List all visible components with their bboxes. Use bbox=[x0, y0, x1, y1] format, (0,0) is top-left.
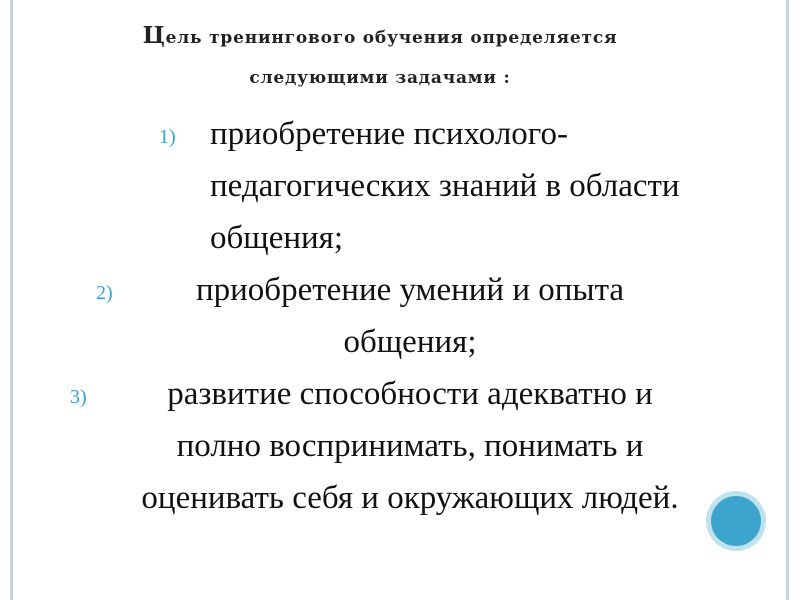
list-number: 3) bbox=[70, 386, 87, 408]
title-line-1 bbox=[40, 16, 720, 58]
list-item-text: приобретение умений и опыта общения; bbox=[195, 272, 625, 360]
list-number: 2) bbox=[96, 282, 113, 304]
task-list bbox=[60, 108, 760, 524]
list-item-text: приобретение психолого- педагогических знаний в области общения; bbox=[210, 116, 680, 256]
list-number: 1) bbox=[159, 126, 176, 148]
title-cap: Ц bbox=[142, 22, 166, 49]
list-item bbox=[60, 108, 760, 264]
title-line-1-rest: ель тренингового обучения определяется bbox=[165, 28, 618, 48]
decorative-circle-icon bbox=[711, 496, 761, 546]
list-item bbox=[60, 368, 760, 524]
title-line-2: следующими задачами : bbox=[249, 68, 511, 88]
list-item bbox=[60, 264, 760, 368]
frame-line-left bbox=[10, 0, 13, 600]
list-item-text: развитие способности адекватно и полно воспринимать, понимать и оценивать себя и окружающих людей. bbox=[141, 376, 679, 516]
slide-title bbox=[40, 16, 720, 98]
frame-line-right bbox=[786, 0, 789, 600]
